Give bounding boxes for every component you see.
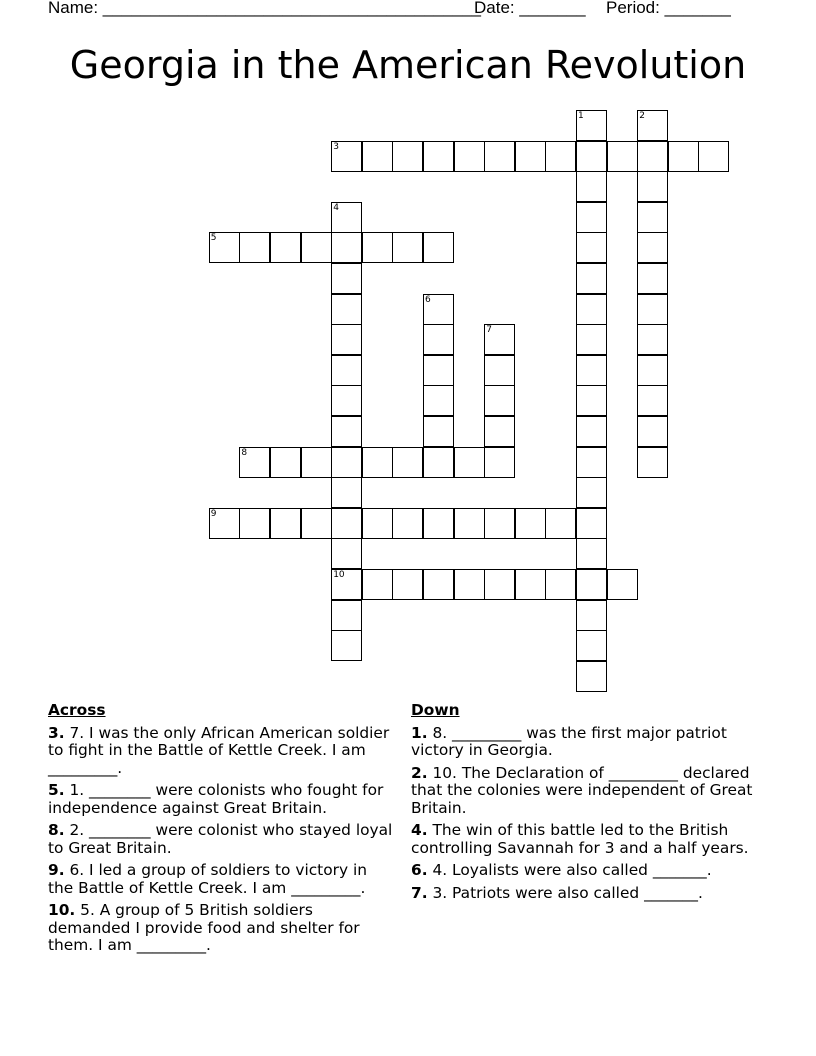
- crossword-cell[interactable]: [331, 263, 362, 294]
- crossword-cell[interactable]: [484, 569, 515, 600]
- crossword-cell[interactable]: [331, 569, 362, 600]
- clue-text: 2. ________ were colonist who stayed loyal to Great Britain.: [48, 821, 393, 857]
- crossword-cell[interactable]: [668, 141, 699, 172]
- clue-number: 9.: [48, 861, 65, 879]
- crossword-cell[interactable]: [423, 232, 454, 263]
- crossword-cell[interactable]: [576, 385, 607, 416]
- crossword-cell[interactable]: [576, 263, 607, 294]
- crossword-cell[interactable]: [331, 202, 362, 233]
- crossword-cell[interactable]: [637, 110, 668, 141]
- page-title: Georgia in the American Revolution: [69, 43, 747, 87]
- crossword-cell[interactable]: [454, 141, 485, 172]
- crossword-cell[interactable]: [576, 355, 607, 386]
- crossword-cell[interactable]: [331, 447, 362, 478]
- clue-number: 10.: [48, 901, 76, 919]
- crossword-cell[interactable]: [239, 447, 270, 478]
- crossword-cell[interactable]: [362, 141, 393, 172]
- clue-item: [48, 782, 393, 817]
- crossword-cell[interactable]: [637, 232, 668, 263]
- clue-number: 1.: [411, 723, 428, 742]
- crossword-cell[interactable]: [423, 294, 454, 325]
- crossword-cell[interactable]: [576, 232, 607, 263]
- crossword-cell[interactable]: [576, 141, 607, 172]
- crossword-cell[interactable]: [576, 294, 607, 325]
- crossword-cell[interactable]: [637, 171, 668, 202]
- crossword-cell[interactable]: [576, 202, 607, 233]
- crossword-cell[interactable]: [331, 385, 362, 416]
- name-field[interactable]: Name: ________________________________________: [48, 0, 481, 17]
- crossword-cell[interactable]: [637, 416, 668, 447]
- crossword-cell[interactable]: [484, 355, 515, 386]
- crossword-cell[interactable]: [301, 232, 332, 263]
- crossword-cell[interactable]: [576, 477, 607, 508]
- clue-number: 6.: [411, 861, 428, 879]
- clue-text: 1. ________ were colonists who fought for independence against Great Britain.: [48, 781, 384, 817]
- crossword-cell[interactable]: [576, 600, 607, 631]
- clue-item: [411, 862, 771, 880]
- clue-number-label: 10: [333, 570, 345, 580]
- clue-item: [411, 765, 771, 818]
- crossword-cell[interactable]: [698, 141, 729, 172]
- crossword-cell[interactable]: [637, 263, 668, 294]
- crossword-cell[interactable]: [423, 141, 454, 172]
- crossword-cell[interactable]: [484, 141, 515, 172]
- crossword-cell[interactable]: [576, 569, 607, 600]
- crossword-cell[interactable]: [239, 508, 270, 539]
- clue-item: [48, 725, 393, 778]
- clue-number: 3.: [48, 723, 65, 742]
- crossword-cell[interactable]: [392, 141, 423, 172]
- clue-item: [48, 862, 393, 897]
- crossword-cell[interactable]: [301, 508, 332, 539]
- clue-number-label: 8: [241, 447, 248, 458]
- crossword-cell[interactable]: [454, 447, 485, 478]
- crossword-cell[interactable]: [515, 508, 546, 539]
- down-clues: [411, 702, 771, 907]
- crossword-cell[interactable]: [515, 569, 546, 600]
- clue-text: The win of this battle led to the British controlling Savannah for 3 and a half years.: [411, 821, 749, 857]
- clue-item: [411, 822, 771, 857]
- crossword-cell[interactable]: [239, 232, 270, 263]
- clue-number-label: 3: [333, 141, 339, 152]
- crossword-cell[interactable]: [209, 508, 240, 539]
- clue-item: [48, 902, 393, 955]
- crossword-cell[interactable]: [637, 355, 668, 386]
- crossword-cell[interactable]: [392, 232, 423, 263]
- clue-number: 8.: [48, 821, 65, 839]
- crossword-cell[interactable]: [331, 508, 362, 539]
- crossword-cell[interactable]: [209, 232, 240, 263]
- crossword-cell[interactable]: [331, 294, 362, 325]
- clue-number: 4.: [411, 821, 428, 839]
- crossword-cell[interactable]: [331, 416, 362, 447]
- crossword-cell[interactable]: [270, 232, 301, 263]
- crossword-cell[interactable]: [423, 416, 454, 447]
- crossword-cell[interactable]: [637, 141, 668, 172]
- crossword-cell[interactable]: [270, 508, 301, 539]
- clue-text: 7. I was the only African American soldier to fight in the Battle of Kettle Creek. I am _________.: [48, 723, 390, 777]
- crossword-cell[interactable]: [637, 447, 668, 478]
- crossword-cell[interactable]: [423, 508, 454, 539]
- crossword-cell[interactable]: [423, 447, 454, 478]
- crossword-cell[interactable]: [576, 630, 607, 661]
- crossword-cell[interactable]: [362, 232, 393, 263]
- crossword-cell[interactable]: [331, 538, 362, 569]
- down-clue-list: [411, 725, 771, 903]
- crossword-cell[interactable]: [270, 447, 301, 478]
- crossword-cell[interactable]: [362, 569, 393, 600]
- crossword-cell[interactable]: [362, 508, 393, 539]
- clue-item: [411, 725, 771, 760]
- clue-number: 7.: [411, 883, 428, 902]
- clue-number-label: 4: [333, 202, 339, 213]
- crossword-cell[interactable]: [484, 385, 515, 416]
- crossword-cell[interactable]: [545, 569, 576, 600]
- clue-number-label: 9: [210, 508, 217, 519]
- crossword-cell[interactable]: [637, 294, 668, 325]
- crossword-cell[interactable]: [484, 508, 515, 539]
- crossword-cell[interactable]: [454, 569, 485, 600]
- crossword-cell[interactable]: [576, 538, 607, 569]
- crossword-cell[interactable]: [331, 600, 362, 631]
- crossword-cell[interactable]: [331, 355, 362, 386]
- crossword-cell[interactable]: [576, 661, 607, 692]
- clue-number-label: 1: [578, 111, 584, 121]
- crossword-cell[interactable]: [607, 141, 638, 172]
- clue-text: 5. A group of 5 British soldiers demanded I provide food and shelter for them. I am _________.: [48, 901, 360, 954]
- crossword-cell[interactable]: [423, 355, 454, 386]
- clue-item: [48, 822, 393, 857]
- clue-text: 10. The Declaration of _________ declared that the colonies were independent of Great Britain.: [411, 763, 753, 817]
- crossword-cell[interactable]: [515, 141, 546, 172]
- crossword-cell[interactable]: [637, 385, 668, 416]
- crossword-cell[interactable]: [331, 324, 362, 355]
- crossword-cell[interactable]: [392, 447, 423, 478]
- crossword-cell[interactable]: [423, 324, 454, 355]
- crossword-cell[interactable]: [423, 569, 454, 600]
- crossword-cell[interactable]: [301, 447, 332, 478]
- crossword-cell[interactable]: [331, 477, 362, 508]
- clue-text: 3. Patriots were also called _______.: [432, 883, 703, 902]
- clue-number-label: 7: [486, 325, 492, 336]
- crossword-cell[interactable]: [362, 447, 393, 478]
- across-clues: [48, 702, 393, 960]
- crossword-cell[interactable]: [331, 630, 362, 661]
- crossword-cell[interactable]: [392, 508, 423, 539]
- clue-number: 5.: [48, 781, 65, 799]
- date-field[interactable]: Date: _______: [474, 0, 586, 17]
- crossword-cell[interactable]: [331, 141, 362, 172]
- crossword-cell[interactable]: [331, 232, 362, 263]
- clue-number-label: 6: [425, 294, 431, 305]
- crossword-cell[interactable]: [545, 141, 576, 172]
- crossword-cell[interactable]: [545, 508, 576, 539]
- clue-item: [411, 885, 771, 903]
- crossword-cell[interactable]: [576, 447, 607, 478]
- crossword-cell[interactable]: [576, 171, 607, 202]
- clue-number: 2.: [411, 763, 428, 782]
- clue-number-label: 2: [639, 111, 645, 121]
- clue-number-label: 5: [210, 233, 217, 244]
- crossword-cell[interactable]: [484, 416, 515, 447]
- clue-text: 6. I led a group of soldiers to victory in the Battle of Kettle Creek. I am _________.: [48, 861, 367, 897]
- crossword-cell[interactable]: [484, 324, 515, 355]
- crossword-cell[interactable]: [637, 324, 668, 355]
- crossword-cell[interactable]: [607, 569, 638, 600]
- crossword-cell[interactable]: [484, 447, 515, 478]
- crossword-cell[interactable]: [576, 324, 607, 355]
- crossword-cell[interactable]: [454, 508, 485, 539]
- crossword-cell[interactable]: [576, 508, 607, 539]
- down-heading: Down: [411, 701, 460, 719]
- period-field[interactable]: Period: _______: [606, 0, 731, 17]
- crossword-cell[interactable]: [637, 202, 668, 233]
- crossword-cell[interactable]: [392, 569, 423, 600]
- across-clue-list: [48, 725, 393, 955]
- clue-text: 8. _________ was the first major patriot victory in Georgia.: [411, 723, 727, 759]
- crossword-cell[interactable]: [423, 385, 454, 416]
- across-heading: Across: [48, 701, 106, 719]
- crossword-cell[interactable]: [576, 110, 607, 141]
- clue-text: 4. Loyalists were also called _______.: [432, 861, 712, 879]
- crossword-cell[interactable]: [576, 416, 607, 447]
